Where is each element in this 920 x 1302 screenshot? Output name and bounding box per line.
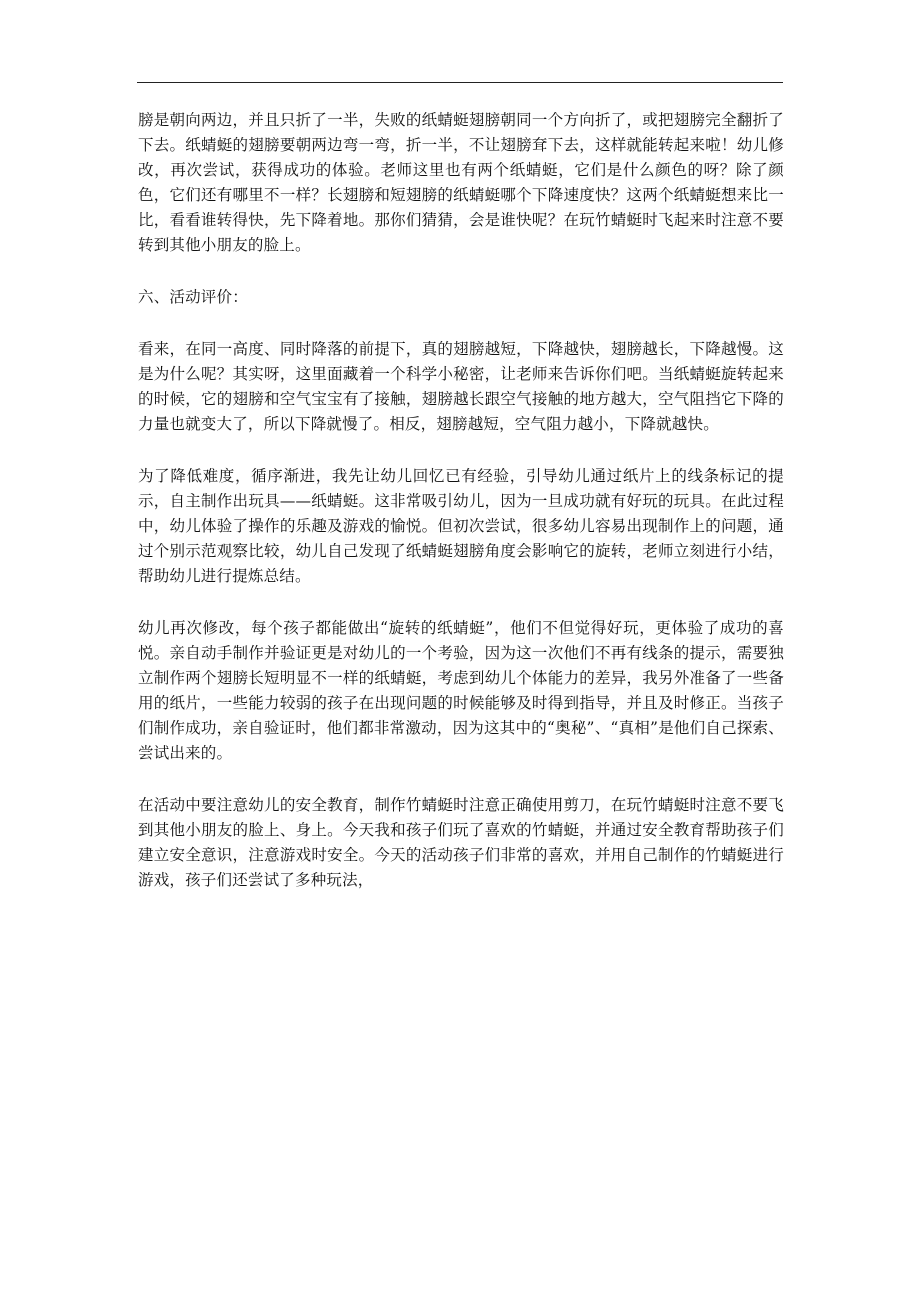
section-heading-evaluation: 六、活动评价： <box>138 288 248 306</box>
document-body <box>138 108 784 920</box>
paragraph-explanation: 看来，在同一高度、同时降落的前提下，真的翅膀越短，下降越快，翅膀越长，下降越慢。这是为什么呢？其实呀，这里面藏着一个科学小秘密，让老师来告诉你们吧。当纸蜻蜓旋转起来的时候，它的翅膀和空气宝宝有了接触，翅膀越长跟空气接触的地方越大，空气阻挡它下降的力量也就变大了，所以下降就慢了。相反，翅膀越短，空气阻力越小，下降就越快。 <box>138 340 784 433</box>
header-rule <box>137 82 783 83</box>
paragraph-revision: 幼儿再次修改，每个孩子都能做出“旋转的纸蜻蜓”，他们不但觉得好玩，更体验了成功的喜悦。亲自动手制作并验证更是对幼儿的一个考验，因为这一次他们不再有线条的提示，需要独立制作两个翅膀长短明显不一样的纸蜻蜓，考虑到幼儿个体能力的差异，我另外准备了一些备用的纸片，一些能力较弱的孩子在出现问题的时候能够及时得到指导，并且及时修正。当孩子们制作成功，亲自验证时，他们都非常激动，因为这其中的“奥秘”、“真相”是他们自己探索、尝试出来的。 <box>138 619 784 762</box>
paragraph-continuation: 膀是朝向两边，并且只折了一半，失败的纸蜻蜓翅膀朝同一个方向折了，或把翅膀完全翻折了下去。纸蜻蜓的翅膀要朝两边弯一弯，折一半，不让翅膀耷下去，这样就能转起来啦！幼儿修改，再次尝试，获得成功的体验。老师这里也有两个纸蜻蜓，它们是什么颜色的呀？除了颜色，它们还有哪里不一样？长翅膀和短翅膀的纸蜻蜓哪个下降速度快？这两个纸蜻蜓想来比一比，看看谁转得快，先下降着地。那你们猜猜，会是谁快呢？在玩竹蜻蜓时飞起来时注意不要转到其他小朋友的脸上。 <box>138 111 784 254</box>
paragraph-safety: 在活动中要注意幼儿的安全教育，制作竹蜻蜓时注意正确使用剪刀，在玩竹蜻蜓时注意不要飞到其他小朋友的脸上、身上。今天我和孩子们玩了喜欢的竹蜻蜓，并通过安全教育帮助孩子们建立安全意识，注意游戏时安全。今天的活动孩子们非常的喜欢，并用自己制作的竹蜻蜓进行游戏，孩子们还尝试了多种玩法， <box>138 796 784 889</box>
paragraph-difficulty: 为了降低难度，循序渐进，我先让幼儿回忆已有经验，引导幼儿通过纸片上的线条标记的提示，自主制作出玩具——纸蜻蜓。这非常吸引幼儿，因为一旦成功就有好玩的玩具。在此过程中，幼儿体验了操作的乐趣及游戏的愉悦。但初次尝试，很多幼儿容易出现制作上的问题，通过个别示范观察比较，幼儿自己发现了纸蜻蜓翅膀角度会影响它的旋转，老师立刻进行小结，帮助幼儿进行提炼总结。 <box>138 467 784 585</box>
